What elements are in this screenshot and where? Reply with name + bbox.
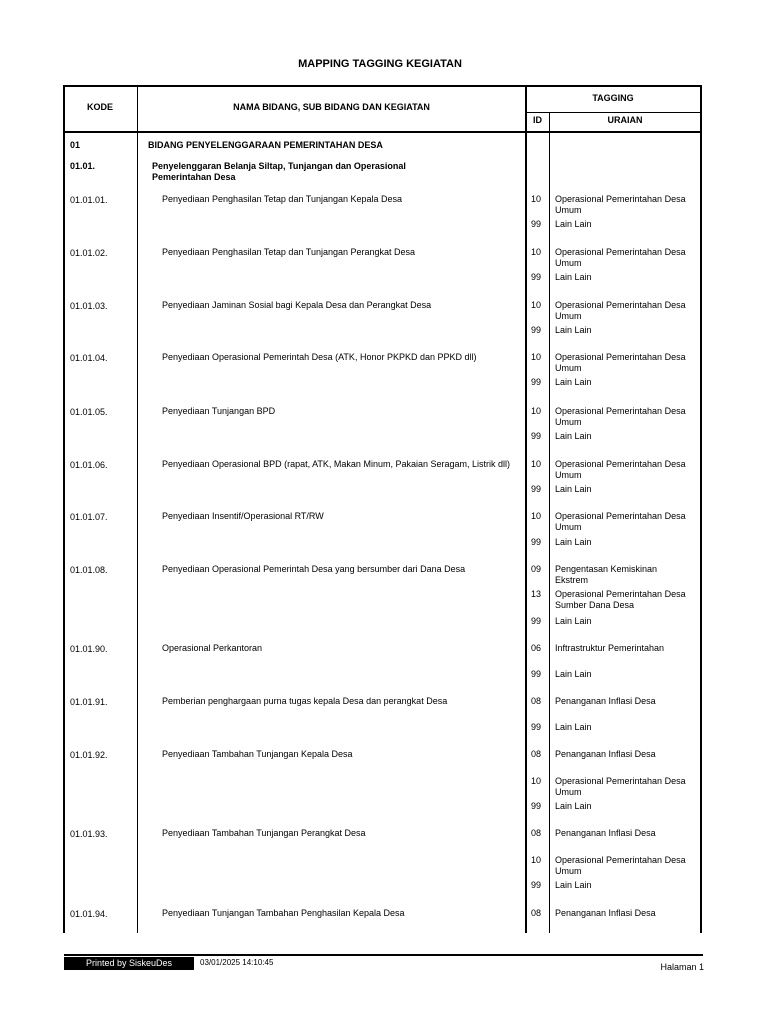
tag-id: 10 [531, 511, 542, 521]
kegiatan-kode: 01.01.94. [70, 909, 108, 919]
tag-uraian: Lain Lain [555, 377, 592, 387]
kegiatan-kode: 01.01.92. [70, 750, 108, 760]
tag-uraian: Penanganan Inflasi Desa [555, 749, 656, 759]
kegiatan-kode: 01.01.93. [70, 829, 108, 839]
tag-id: 13 [531, 589, 542, 599]
kegiatan-nama: Penyediaan Penghasilan Tetap dan Tunjangan Perangkat Desa [162, 247, 416, 257]
kegiatan-nama: Operasional Perkantoran [162, 643, 263, 653]
tag-id: 06 [531, 643, 542, 653]
table-left-border [63, 85, 65, 933]
tag-id: 10 [531, 855, 542, 865]
tag-uraian: Operasional Pemerintahan Desa Umum [555, 511, 686, 532]
tag-id: 10 [531, 300, 542, 310]
tag-uraian: Penanganan Inflasi Desa [555, 828, 656, 838]
tag-uraian: Lain Lain [555, 880, 592, 890]
tag-id: 99 [531, 537, 542, 547]
tag-uraian: Operasional Pemerintahan Desa Umum [555, 194, 686, 215]
kegiatan-nama: Penyediaan Jaminan Sosial bagi Kepala Desa dan Perangkat Desa [162, 300, 432, 310]
tag-id: 10 [531, 247, 542, 257]
bidang-kode: 01 [70, 140, 81, 150]
kegiatan-kode: 01.01.03. [70, 301, 108, 311]
header-bottom-border [63, 131, 702, 133]
header-uraian: URAIAN [607, 115, 643, 125]
tag-id: 99 [531, 722, 542, 732]
tag-id: 99 [531, 669, 542, 679]
tag-uraian: Penanganan Inflasi Desa [555, 696, 656, 706]
tag-uraian: Operasional Pemerintahan Desa Umum [555, 352, 686, 373]
page-title: MAPPING TAGGING KEGIATAN [298, 58, 462, 70]
tag-uraian: Penanganan Inflasi Desa [555, 908, 656, 918]
tag-id: 09 [531, 564, 542, 574]
tag-uraian: Operasional Pemerintahan Desa Umum [555, 406, 686, 427]
print-timestamp: 03/01/2025 14:10:45 [200, 958, 274, 967]
tag-uraian: Lain Lain [555, 325, 592, 335]
kegiatan-nama: Penyediaan Penghasilan Tetap dan Tunjangan Kepala Desa [162, 194, 403, 204]
table-right-border [700, 85, 702, 933]
kegiatan-nama: Penyediaan Tambahan Tunjangan Kepala Desa [162, 749, 353, 759]
tag-uraian: Lain Lain [555, 669, 592, 679]
tag-id: 99 [531, 325, 542, 335]
sub-bidang-kode: 01.01. [70, 161, 96, 171]
tag-uraian: Operasional Pemerintahan Desa Umum [555, 459, 686, 480]
kegiatan-nama: Penyediaan Tambahan Tunjangan Perangkat Desa [162, 828, 366, 838]
tag-id: 08 [531, 828, 542, 838]
tag-id: 10 [531, 406, 542, 416]
kegiatan-kode: 01.01.07. [70, 512, 108, 522]
kegiatan-kode: 01.01.90. [70, 644, 108, 654]
kegiatan-kode: 01.01.91. [70, 697, 108, 707]
tag-uraian: Operasional Pemerintahan Desa Umum [555, 247, 686, 268]
tag-id: 08 [531, 696, 542, 706]
tag-uraian: Lain Lain [555, 801, 592, 811]
nama-tagging-divider [525, 85, 527, 933]
tag-id: 99 [531, 801, 542, 811]
tag-id: 99 [531, 431, 542, 441]
printed-by-badge: Printed by SiskeuDes [64, 957, 194, 970]
tag-id: 10 [531, 459, 542, 469]
kegiatan-nama: Pemberian penghargaan purna tugas kepala Desa dan perangkat Desa [162, 696, 448, 706]
header-tagging: TAGGING [592, 93, 634, 103]
kegiatan-nama: Penyediaan Insentif/Operasional RT/RW [162, 511, 324, 521]
tag-uraian: Inftrastruktur Pemerintahan [555, 643, 665, 653]
tag-uraian: Lain Lain [555, 537, 592, 547]
tag-id: 99 [531, 219, 542, 229]
kegiatan-nama: Penyediaan Tunjangan Tambahan Penghasilan Kepala Desa [162, 908, 405, 918]
tag-uraian: Operasional Pemerintahan Desa Umum [555, 300, 686, 321]
kegiatan-nama: Penyediaan Operasional Pemerintah Desa yang bersumber dari Dana Desa [162, 564, 466, 574]
tag-uraian: Lain Lain [555, 219, 592, 229]
tag-id: 99 [531, 484, 542, 494]
tag-uraian: Lain Lain [555, 431, 592, 441]
tagging-sub-border [526, 112, 702, 113]
tag-uraian: Operasional Pemerintahan Desa Umum [555, 855, 686, 876]
tag-id: 99 [531, 272, 542, 282]
tag-id: 10 [531, 352, 542, 362]
tag-uraian: Lain Lain [555, 484, 592, 494]
header-nama: NAMA BIDANG, SUB BIDANG DAN KEGIATAN [233, 102, 430, 112]
tag-id: 10 [531, 194, 542, 204]
tag-uraian: Pengentasan Kemiskinan Ekstrem [555, 564, 658, 585]
kegiatan-nama: Penyediaan Operasional BPD (rapat, ATK, Makan Minum, Pakaian Seragam, Listrik dll) [162, 459, 510, 469]
header-id: ID [533, 115, 542, 125]
header-kode: KODE [86, 102, 113, 112]
kegiatan-nama: Penyediaan Tunjangan BPD [162, 406, 276, 416]
tag-uraian: Operasional Pemerintahan Desa Sumber Dana Desa [555, 589, 686, 610]
page-number: Halaman 1 [660, 962, 704, 972]
kode-nama-divider [137, 85, 138, 933]
tag-id: 99 [531, 880, 542, 890]
kegiatan-kode: 01.01.01. [70, 195, 108, 205]
kegiatan-kode: 01.01.05. [70, 407, 108, 417]
tag-uraian: Lain Lain [555, 722, 592, 732]
sub-bidang-nama: Penyelenggaran Belanja Siltap, Tunjangan dan Operasional Pemerintahan Desa [152, 161, 406, 182]
table-top-border [63, 85, 702, 87]
kegiatan-nama: Penyediaan Operasional Pemerintah Desa (ATK, Honor PKPKD dan PPKD dll) [162, 352, 477, 362]
footer-rule [64, 954, 703, 956]
kegiatan-kode: 01.01.04. [70, 353, 108, 363]
tag-id: 99 [531, 377, 542, 387]
tag-uraian: Lain Lain [555, 616, 592, 626]
bidang-nama: BIDANG PENYELENGGARAAN PEMERINTAHAN DESA [148, 140, 383, 150]
tag-id: 99 [531, 616, 542, 626]
kegiatan-kode: 01.01.06. [70, 460, 108, 470]
kegiatan-kode: 01.01.02. [70, 248, 108, 258]
tag-id: 08 [531, 908, 542, 918]
tag-id: 08 [531, 749, 542, 759]
tag-uraian: Lain Lain [555, 272, 592, 282]
tag-uraian: Operasional Pemerintahan Desa Umum [555, 776, 686, 797]
tag-id: 10 [531, 776, 542, 786]
kegiatan-kode: 01.01.08. [70, 565, 108, 575]
